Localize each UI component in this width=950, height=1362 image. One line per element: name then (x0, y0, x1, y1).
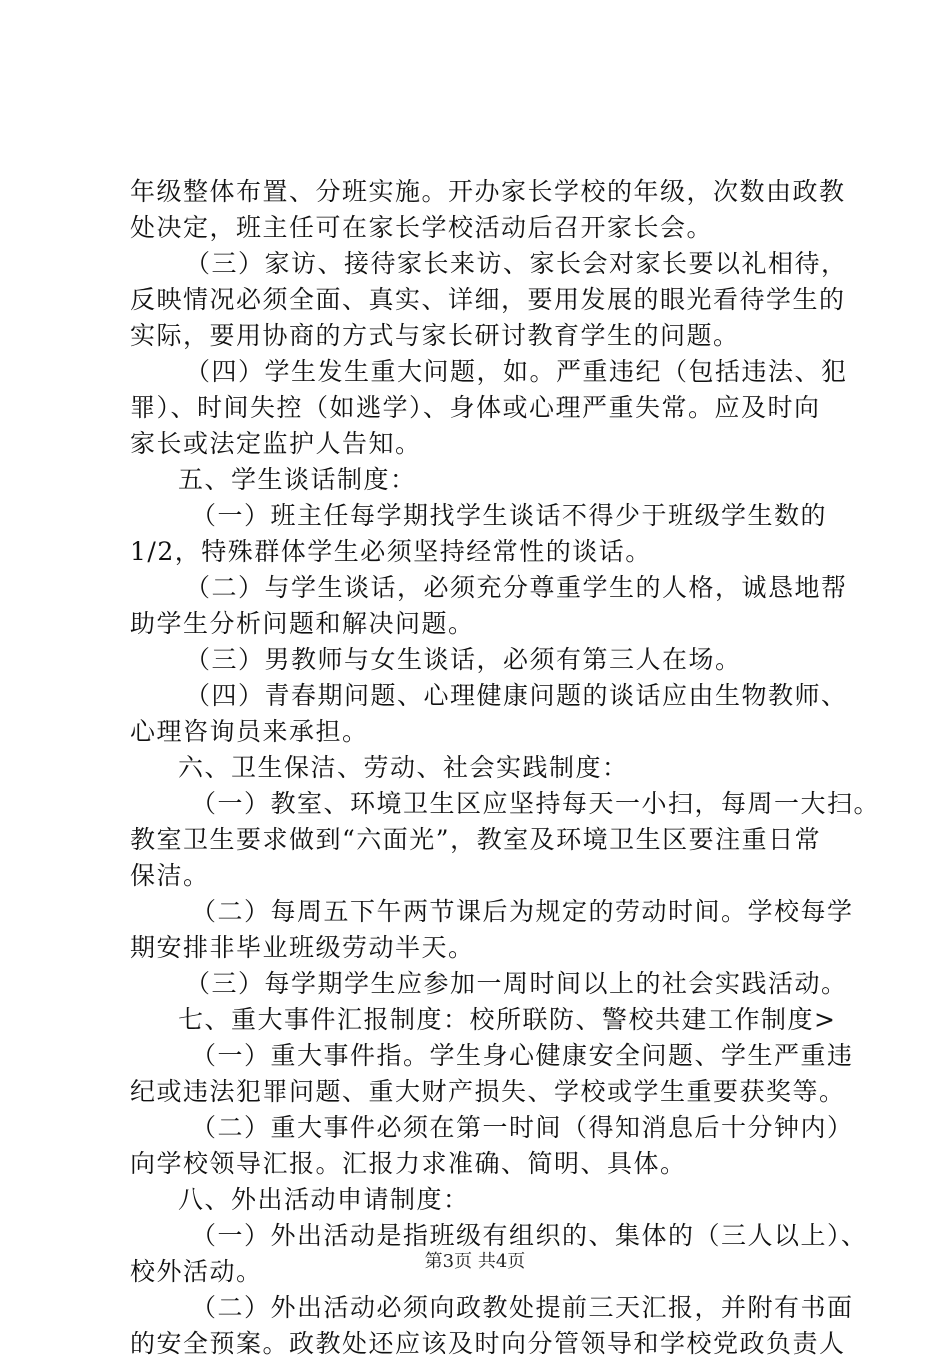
text-line: （二）每周五下午两节课后为规定的劳动时间。学校每学 (191, 897, 854, 926)
text-line: （三）家访、接待家长来访、家长会对家长要以礼相待， (185, 249, 848, 278)
text-line: （一）教室、环境卫生区应坚持每天一小扫，每周一大扫。 (191, 789, 881, 818)
text-line: 1/2，特殊群体学生必须坚持经常性的谈话。 (130, 537, 652, 566)
text-line: 教室卫生要求做到“六面光”，教室及环境卫生区要注重日常 (130, 825, 822, 854)
text-line: 纪或违法犯罪问题、重大财产损失、学校或学生重要获奖等。 (130, 1077, 846, 1106)
text-line: （一）外出活动是指班级有组织的、集体的（三人以上）、 (191, 1221, 868, 1250)
section-heading: 八、外出活动申请制度： (178, 1185, 470, 1214)
text-line: 反映情况必须全面、真实、详细，要用发展的眼光看待学生的 (130, 285, 846, 314)
text-line: （四）青春期问题、心理健康问题的谈话应由生物教师、 (185, 681, 848, 710)
text-line: 处决定，班主任可在家长学校活动后召开家长会。 (130, 213, 714, 242)
document-body (130, 174, 881, 1362)
section-heading: 六、卫生保洁、劳动、社会实践制度： (178, 753, 629, 782)
text-line: 的安全预案。政教处还应该及时向分管领导和学校党政负责人 (130, 1329, 846, 1358)
text-line: （二）重大事件必须在第一时间（得知消息后十分钟内） (191, 1113, 854, 1142)
text-line: 向学校领导汇报。汇报力求准确、简明、具体。 (130, 1149, 687, 1178)
text-line: （一）班主任每学期找学生谈话不得少于班级学生数的 (191, 501, 828, 530)
section-heading: 七、重大事件汇报制度：校所联防、警校共建工作制度> (178, 1005, 837, 1034)
text-line: 心理咨询员来承担。 (130, 717, 369, 746)
page-number: 第3页 共4页 (424, 1251, 526, 1272)
text-line: （四）学生发生重大问题，如。严重违纪（包括违法、犯 (185, 357, 848, 386)
text-line: 校外活动。 (130, 1257, 263, 1286)
text-line: 保洁。 (130, 861, 210, 890)
text-line: （三）男教师与女生谈话，必须有第三人在场。 (185, 645, 742, 674)
text-line: （二）外出活动必须向政教处提前三天汇报，并附有书面 (191, 1293, 854, 1322)
text-line: （一）重大事件指。学生身心健康安全问题、学生严重违 (191, 1041, 854, 1070)
text-line: 年级整体布置、分班实施。开办家长学校的年级，次数由政教 (130, 177, 846, 206)
section-heading: 五、学生谈话制度： (178, 465, 417, 494)
text-line: 期安排非毕业班级劳动半天。 (130, 933, 475, 962)
text-line: （三）每学期学生应参加一周时间以上的社会实践活动。 (185, 969, 848, 998)
text-line: 助学生分析问题和解决问题。 (130, 609, 475, 638)
text-line: 家长或法定监护人告知。 (130, 429, 422, 458)
text-line: 实际，要用协商的方式与家长研讨教育学生的问题。 (130, 321, 740, 350)
text-line: 罪）、时间失控（如逃学）、身体或心理严重失常。应及时向 (130, 393, 821, 422)
text-line: （二）与学生谈话，必须充分尊重学生的人格，诚恳地帮 (185, 573, 848, 602)
